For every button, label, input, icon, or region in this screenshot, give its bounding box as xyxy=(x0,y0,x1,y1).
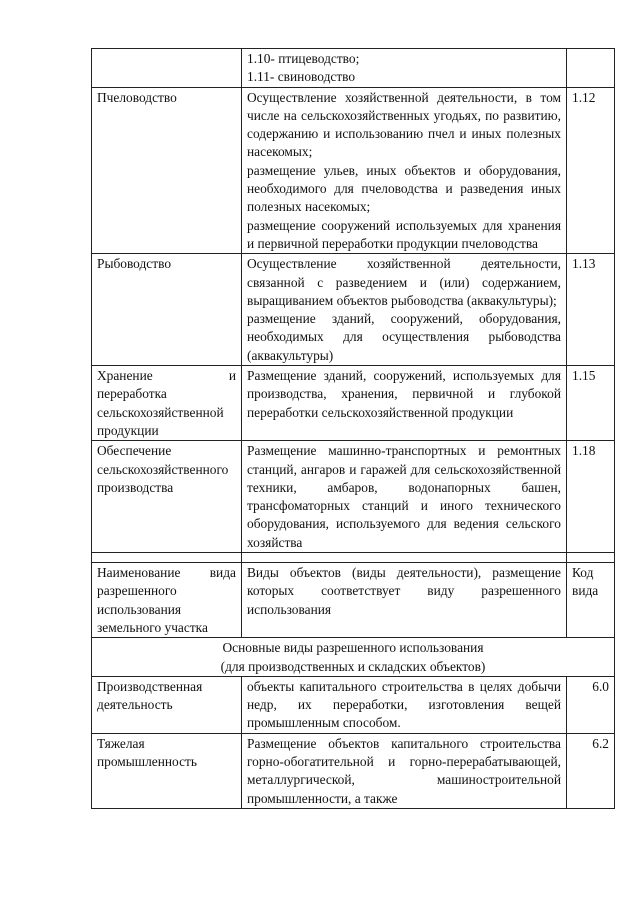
description-line: Осуществление хозяйственной деятельности, связанной с разведением и (или) содержанием, выращиванием объектов рыбоводства (аквакультуры); xyxy=(247,256,561,308)
use-name-cell: Пчеловодство xyxy=(92,87,242,254)
use-code-cell: 6.0 xyxy=(567,676,615,733)
empty-cell xyxy=(567,553,615,563)
use-name-cell: Хранение и переработка сельскохозяйственной продукции xyxy=(92,366,242,441)
description-line: Размещение зданий, сооружений, используемых для производства, хранения, первичной и глубокой переработки сельскохозяйственной продукции xyxy=(247,368,561,420)
table-row xyxy=(92,49,615,88)
section-row xyxy=(92,638,615,677)
use-name-cell xyxy=(92,49,242,88)
table-row xyxy=(92,441,615,553)
use-description-cell xyxy=(242,87,567,254)
use-code-cell xyxy=(567,49,615,88)
description-line: размещение зданий, сооружений, оборудования, необходимых для осуществления рыбоводства (аквакультуры) xyxy=(247,311,561,363)
description-line: размещение сооружений используемых для хранения и первичной переработки продукции пчеловодства xyxy=(247,217,561,251)
table-row xyxy=(92,254,615,366)
description-line: 1.10- птицеводство; xyxy=(247,51,360,66)
description-line: 1.11- свиноводство xyxy=(247,69,356,85)
use-description-cell xyxy=(242,366,567,441)
use-code-cell: 1.15 xyxy=(567,366,615,441)
empty-cell xyxy=(92,553,242,563)
header-name-cell: Наименование вида разрешенного использования земельного участка xyxy=(92,563,242,638)
use-name-cell: Рыбоводство xyxy=(92,254,242,366)
table-row xyxy=(92,676,615,733)
header-description-cell: Виды объектов (виды деятельности), размещение которых соответствует виду разрешенного использования xyxy=(242,563,567,638)
section-subtitle: (для производственных и складских объектов) xyxy=(220,658,486,674)
table-row xyxy=(92,366,615,441)
section-heading-cell xyxy=(92,638,615,677)
spacer-row xyxy=(92,553,615,563)
header-row xyxy=(92,563,615,638)
use-name-cell: Производственная деятельность xyxy=(92,676,242,733)
use-name-cell: Тяжелая промышленность xyxy=(92,733,242,808)
description-line: Размещение машинно-транспортных и ремонтных станций, ангаров и гаражей для сельскохозяйственной техники, амбаров, водонапорных башен, трансфоматорных станций и иного технического оборудования, используемого для ведения сельского хозяйства xyxy=(247,443,561,550)
description-line: Осуществление хозяйственной деятельности, в том числе на сельскохозяйственных угодьях, по развитию, содержанию и использованию пчел и иных полезных насекомых; xyxy=(247,89,561,160)
table-row xyxy=(92,733,615,808)
use-code-cell: 6.2 xyxy=(567,733,615,808)
use-description-cell xyxy=(242,49,567,88)
use-description-cell: объекты капитального строительства в целях добычи недр, их переработки, изготовления вещей промышленным способом. xyxy=(242,676,567,733)
use-code-cell: 1.12 xyxy=(567,87,615,254)
use-description-cell xyxy=(242,441,567,553)
description-line: размещение ульев, иных объектов и оборудования, необходимого для пчеловодства и разведения иных полезных насекомых; xyxy=(247,162,561,215)
use-code-cell: 1.18 xyxy=(567,441,615,553)
use-description-cell xyxy=(242,254,567,366)
empty-cell xyxy=(242,553,567,563)
use-description-cell: Размещение объектов капитального строительства горно-обогатительной и горно-перерабатывающей, металлургической, машиностроительной промышленности, а также xyxy=(242,733,567,808)
table-row xyxy=(92,87,615,254)
header-code-cell: Код вида xyxy=(567,563,615,638)
use-code-cell: 1.13 xyxy=(567,254,615,366)
section-title: Основные виды разрешенного использования xyxy=(222,640,484,656)
land-use-table xyxy=(91,48,615,809)
use-name-cell: Обеспечение сельскохозяйственного производства xyxy=(92,441,242,553)
